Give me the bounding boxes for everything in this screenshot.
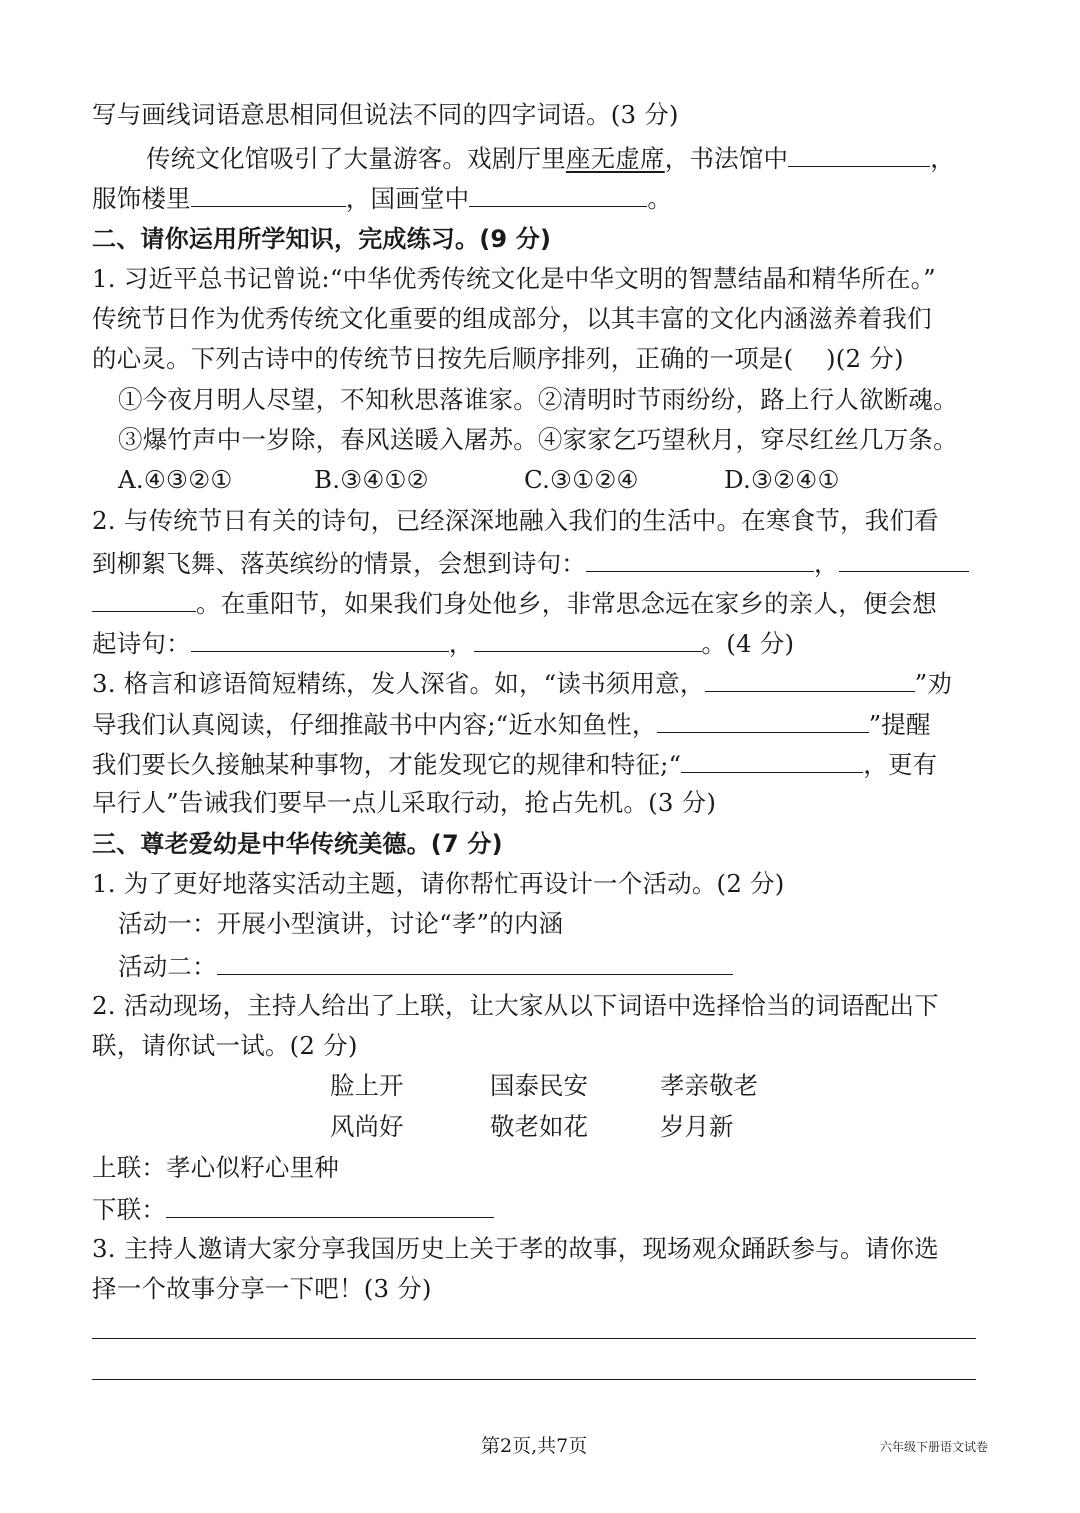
q3-3-line2: 择一个故事分享一下吧！(3 分) — [92, 1274, 432, 1303]
q2-2-line4: 起诗句： ， 。(4 分) — [92, 625, 794, 661]
option-a[interactable]: A.④③②① — [118, 465, 233, 494]
q2-1-line1: 1. 习近平总书记曾说:“中华优秀传统文化是中华文明的智慧结晶和精华所在。” — [92, 264, 936, 293]
option-b[interactable]: B.③④①② — [314, 465, 429, 494]
word-option: 国泰民安 — [490, 1071, 588, 1100]
q2-3-line4: 早行人”告诫我们要早一点儿采取行动，抢占先机。(3 分) — [92, 788, 717, 817]
q2-2-line3: 。在重阳节，如果我们身处他乡，非常思念远在家乡的亲人，便会想 — [92, 585, 937, 621]
option-d[interactable]: D.③②④① — [724, 465, 840, 494]
activity-one: 活动一：开展小型演讲，讨论“孝”的内涵 — [118, 909, 564, 938]
word-option: 脸上开 — [330, 1071, 404, 1100]
answer-blank-hanshi-1[interactable] — [586, 545, 814, 572]
answer-blank-costume[interactable] — [191, 180, 346, 207]
poem-line1: ①今夜月明人尽望，不知秋思落谁家。②清明时节雨纷纷，路上行人欲断魂。 — [118, 385, 958, 414]
lower-couplet: 下联： — [92, 1191, 494, 1227]
section2-heading: 二、请你运用所学知识，完成练习。(9 分) — [92, 225, 552, 253]
answer-blank-hanshi-2a[interactable] — [839, 545, 969, 572]
poem-line2: ③爆竹声中一岁除，春风送暖入屠苏。④家家乞巧望秋月，穿尽红丝几万条。 — [118, 425, 958, 454]
answer-blank-activity-two[interactable] — [217, 948, 733, 975]
upper-couplet: 上联：孝心似籽心里种 — [92, 1153, 339, 1182]
answer-blank-lower-couplet[interactable] — [166, 1191, 494, 1218]
answer-blank-proverb-1[interactable] — [705, 665, 915, 692]
underlined-phrase: 座无虚席 — [565, 144, 665, 173]
section3-heading: 三、尊老爱幼是中华传统美德。(7 分) — [92, 830, 503, 858]
q2-3-line2: 导我们认真阅读，仔细推敲书中内容;“近水知鱼性， ”提醒 — [92, 706, 931, 742]
answer-blank-chongyang-2[interactable] — [474, 625, 702, 652]
q2-3-line3: 我们要长久接触某种事物，才能发现它的规律和特征;“ ，更有 — [92, 746, 937, 782]
activity-two: 活动二： — [118, 948, 733, 984]
answer-blank-hanshi-2b[interactable] — [92, 585, 196, 612]
q2-2-line2: 到柳絮飞舞、落英缤纷的情景，会想到诗句： ， — [92, 545, 969, 581]
word-option: 岁月新 — [660, 1112, 734, 1141]
q3-2-line2: 联，请你试一试。(2 分) — [92, 1031, 358, 1060]
answer-blank-proverb-3[interactable] — [681, 746, 863, 773]
q3-3-line1: 3. 主持人邀请大家分享我国历史上关于孝的故事，现场观众踊跃参与。请你选 — [92, 1234, 939, 1263]
q3-1-line1: 1. 为了更好地落实活动主题，请你帮忙再设计一个活动。(2 分) — [92, 869, 785, 898]
q2-2-line1: 2. 与传统节日有关的诗句，已经深深地融入我们的生活中。在寒食节，我们看 — [92, 506, 939, 535]
answer-blank-painting[interactable] — [469, 180, 647, 207]
options-row — [118, 463, 840, 497]
answer-line-story-2[interactable] — [92, 1379, 976, 1380]
section1-sentence-line2: 服饰楼里 ，国画堂中 。 — [92, 180, 672, 216]
exam-title-footer: 六年级下册语文试卷 — [880, 1440, 989, 1454]
answer-blank-calligraphy[interactable] — [788, 140, 930, 167]
q2-1-line3: 的心灵。下列古诗中的传统节日按先后顺序排列，正确的一项是( )(2 分) — [92, 344, 904, 373]
option-c[interactable]: C.③①②④ — [524, 465, 639, 494]
q3-2-line1: 2. 活动现场，主持人给出了上联，让大家从以下词语中选择恰当的词语配出下 — [92, 991, 939, 1020]
word-option: 敬老如花 — [490, 1112, 588, 1141]
answer-line-story-1[interactable] — [92, 1338, 976, 1339]
answer-blank-chongyang-1[interactable] — [191, 625, 449, 652]
section1-sentence-line1: 传统文化馆吸引了大量游客。戏剧厅里座无虚席，书法馆中 ， — [146, 140, 955, 176]
answer-blank-proverb-2[interactable] — [657, 706, 869, 733]
section1-instruction: 写与画线词语意思相同但说法不同的四字词语。(3 分) — [92, 100, 679, 129]
word-option: 风尚好 — [330, 1112, 404, 1141]
page-number: 第2页,共7页 — [481, 1435, 588, 1457]
word-option: 孝亲敬老 — [660, 1071, 758, 1100]
q2-1-line2: 传统节日作为优秀传统文化重要的组成部分，以其丰富的文化内涵滋养着我们 — [92, 304, 932, 333]
q2-3-line1: 3. 格言和谚语简短精练，发人深省。如，“读书须用意， ”劝 — [92, 665, 952, 701]
